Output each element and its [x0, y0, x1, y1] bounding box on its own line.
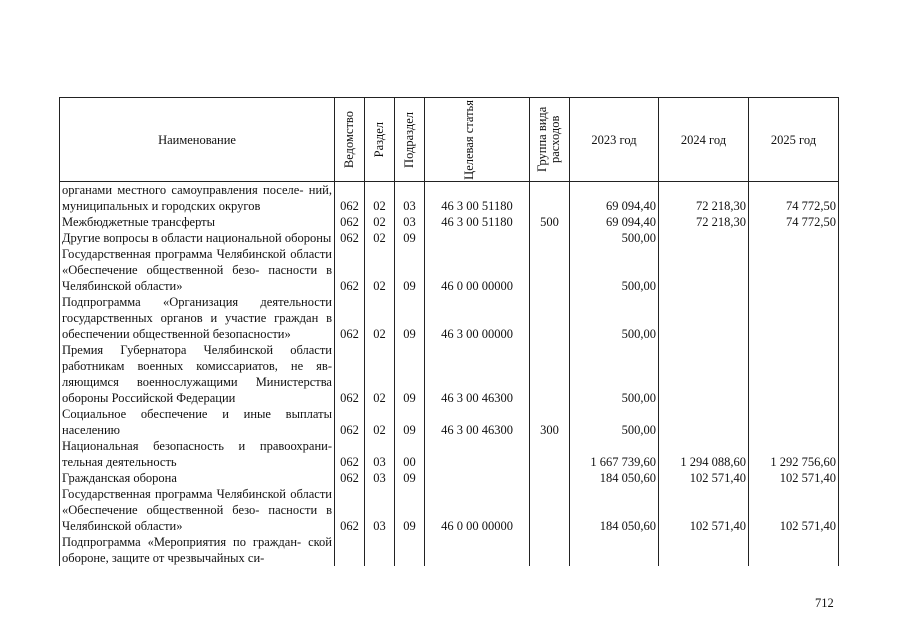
row-2025 — [749, 230, 839, 246]
row-expense-group — [530, 438, 570, 470]
page-number: 712 — [815, 596, 834, 610]
table-row — [60, 182, 839, 215]
row-2024 — [659, 342, 749, 406]
row-target: 46 3 00 46300 — [425, 406, 530, 438]
header-name: Наименование — [60, 98, 335, 182]
row-name: Гражданская оборона — [60, 470, 335, 486]
row-2024: 72 218,30 — [659, 182, 749, 215]
row-expense-group — [530, 182, 570, 215]
row-subsection: 03 — [395, 182, 425, 215]
row-2024 — [659, 230, 749, 246]
row-2025 — [749, 342, 839, 406]
row-expense-group — [530, 470, 570, 486]
row-dept: 062 — [335, 214, 365, 230]
row-expense-group: 300 — [530, 406, 570, 438]
row-section: 02 — [365, 294, 395, 342]
row-dept: 062 — [335, 182, 365, 215]
header-expense-group-label: Группа вида расходов — [534, 106, 562, 173]
row-expense-group — [530, 230, 570, 246]
row-subsection: 09 — [395, 342, 425, 406]
row-2023: 1 667 739,60 — [570, 438, 659, 470]
row-expense-group — [530, 294, 570, 342]
row-section: 02 — [365, 406, 395, 438]
table-header — [60, 98, 839, 182]
row-name: Подпрограмма «Организация деятельности государственных органов и участие граждан в обеспечении общественной безопасности» — [60, 294, 335, 342]
row-name: Национальная безопасность и правоохрани- тельная деятельность — [60, 438, 335, 470]
row-2024: 102 571,40 — [659, 470, 749, 486]
row-target — [425, 534, 530, 566]
table-row — [60, 214, 839, 230]
row-section: 03 — [365, 486, 395, 534]
row-subsection: 09 — [395, 406, 425, 438]
row-subsection — [395, 534, 425, 566]
table-row — [60, 470, 839, 486]
row-section: 02 — [365, 342, 395, 406]
row-expense-group — [530, 486, 570, 534]
row-subsection: 09 — [395, 294, 425, 342]
row-section: 02 — [365, 182, 395, 215]
row-target: 46 3 00 51180 — [425, 214, 530, 230]
table-body — [60, 182, 839, 567]
row-dept: 062 — [335, 486, 365, 534]
row-target — [425, 470, 530, 486]
row-target: 46 3 00 51180 — [425, 182, 530, 215]
row-2025 — [749, 534, 839, 566]
row-expense-group: 500 — [530, 214, 570, 230]
row-dept: 062 — [335, 470, 365, 486]
row-expense-group — [530, 342, 570, 406]
row-2023: 500,00 — [570, 342, 659, 406]
row-dept: 062 — [335, 406, 365, 438]
row-2024: 1 294 088,60 — [659, 438, 749, 470]
budget-table — [59, 97, 839, 566]
row-dept: 062 — [335, 342, 365, 406]
row-subsection: 00 — [395, 438, 425, 470]
table-row — [60, 486, 839, 534]
row-dept: 062 — [335, 438, 365, 470]
row-subsection: 09 — [395, 246, 425, 294]
row-name: Другие вопросы в области национальной обороны — [60, 230, 335, 246]
row-2023: 500,00 — [570, 406, 659, 438]
row-2023: 184 050,60 — [570, 486, 659, 534]
row-section — [365, 534, 395, 566]
header-target — [425, 98, 530, 182]
row-name: Государственная программа Челябинской области «Обеспечение общественной безо- пасности в Челябинской области» — [60, 246, 335, 294]
header-subsection-label: Подраздел — [402, 111, 416, 168]
row-2024 — [659, 406, 749, 438]
row-2024 — [659, 294, 749, 342]
row-2023: 184 050,60 — [570, 470, 659, 486]
row-name: Социальное обеспечение и иные выплаты населению — [60, 406, 335, 438]
row-expense-group — [530, 534, 570, 566]
header-2025: 2025 год — [749, 98, 839, 182]
row-section: 02 — [365, 246, 395, 294]
table-row — [60, 342, 839, 406]
row-2023: 500,00 — [570, 230, 659, 246]
row-target — [425, 230, 530, 246]
table-row — [60, 246, 839, 294]
row-dept: 062 — [335, 246, 365, 294]
row-name: Подпрограмма «Мероприятия по граждан- ской обороне, защите от чрезвычайных си- — [60, 534, 335, 566]
row-2023: 69 094,40 — [570, 182, 659, 215]
header-subsection — [395, 98, 425, 182]
row-2025 — [749, 406, 839, 438]
row-name: Межбюджетные трансферты — [60, 214, 335, 230]
header-section-label: Раздел — [372, 121, 386, 158]
header-expense-group — [530, 98, 570, 182]
row-dept — [335, 534, 365, 566]
table-row — [60, 406, 839, 438]
row-subsection: 09 — [395, 470, 425, 486]
row-section: 02 — [365, 214, 395, 230]
row-2024 — [659, 246, 749, 294]
row-2023 — [570, 534, 659, 566]
header-dept-label: Ведомство — [342, 110, 356, 169]
table-row — [60, 294, 839, 342]
row-target: 46 0 00 00000 — [425, 486, 530, 534]
row-2025: 74 772,50 — [749, 214, 839, 230]
row-expense-group — [530, 246, 570, 294]
row-2025: 102 571,40 — [749, 470, 839, 486]
header-dept — [335, 98, 365, 182]
row-section: 03 — [365, 438, 395, 470]
row-subsection: 09 — [395, 230, 425, 246]
row-target: 46 3 00 00000 — [425, 294, 530, 342]
header-section — [365, 98, 395, 182]
row-subsection: 09 — [395, 486, 425, 534]
table-row — [60, 534, 839, 566]
row-2023: 500,00 — [570, 246, 659, 294]
header-2024: 2024 год — [659, 98, 749, 182]
row-target: 46 3 00 46300 — [425, 342, 530, 406]
header-target-label: Целевая статья — [462, 99, 476, 180]
row-2024 — [659, 534, 749, 566]
row-2023: 69 094,40 — [570, 214, 659, 230]
row-name: Премия Губернатора Челябинской области работникам военных комиссариатов, не яв- ляющимся военнослужащими Министерства обороны Российской Федерации — [60, 342, 335, 406]
row-subsection: 03 — [395, 214, 425, 230]
row-2024: 102 571,40 — [659, 486, 749, 534]
row-dept: 062 — [335, 294, 365, 342]
row-2025: 74 772,50 — [749, 182, 839, 215]
row-dept: 062 — [335, 230, 365, 246]
row-target: 46 0 00 00000 — [425, 246, 530, 294]
table-row — [60, 230, 839, 246]
row-2025: 102 571,40 — [749, 486, 839, 534]
header-2023: 2023 год — [570, 98, 659, 182]
row-target — [425, 438, 530, 470]
row-2025 — [749, 294, 839, 342]
row-name: органами местного самоуправления поселе- ний, муниципальных и городских округов — [60, 182, 335, 215]
row-section: 02 — [365, 230, 395, 246]
row-2025 — [749, 246, 839, 294]
row-2025: 1 292 756,60 — [749, 438, 839, 470]
row-2024: 72 218,30 — [659, 214, 749, 230]
table-row — [60, 438, 839, 470]
row-section: 03 — [365, 470, 395, 486]
row-name: Государственная программа Челябинской области «Обеспечение общественной безо- пасности в Челябинской области» — [60, 486, 335, 534]
row-2023: 500,00 — [570, 294, 659, 342]
